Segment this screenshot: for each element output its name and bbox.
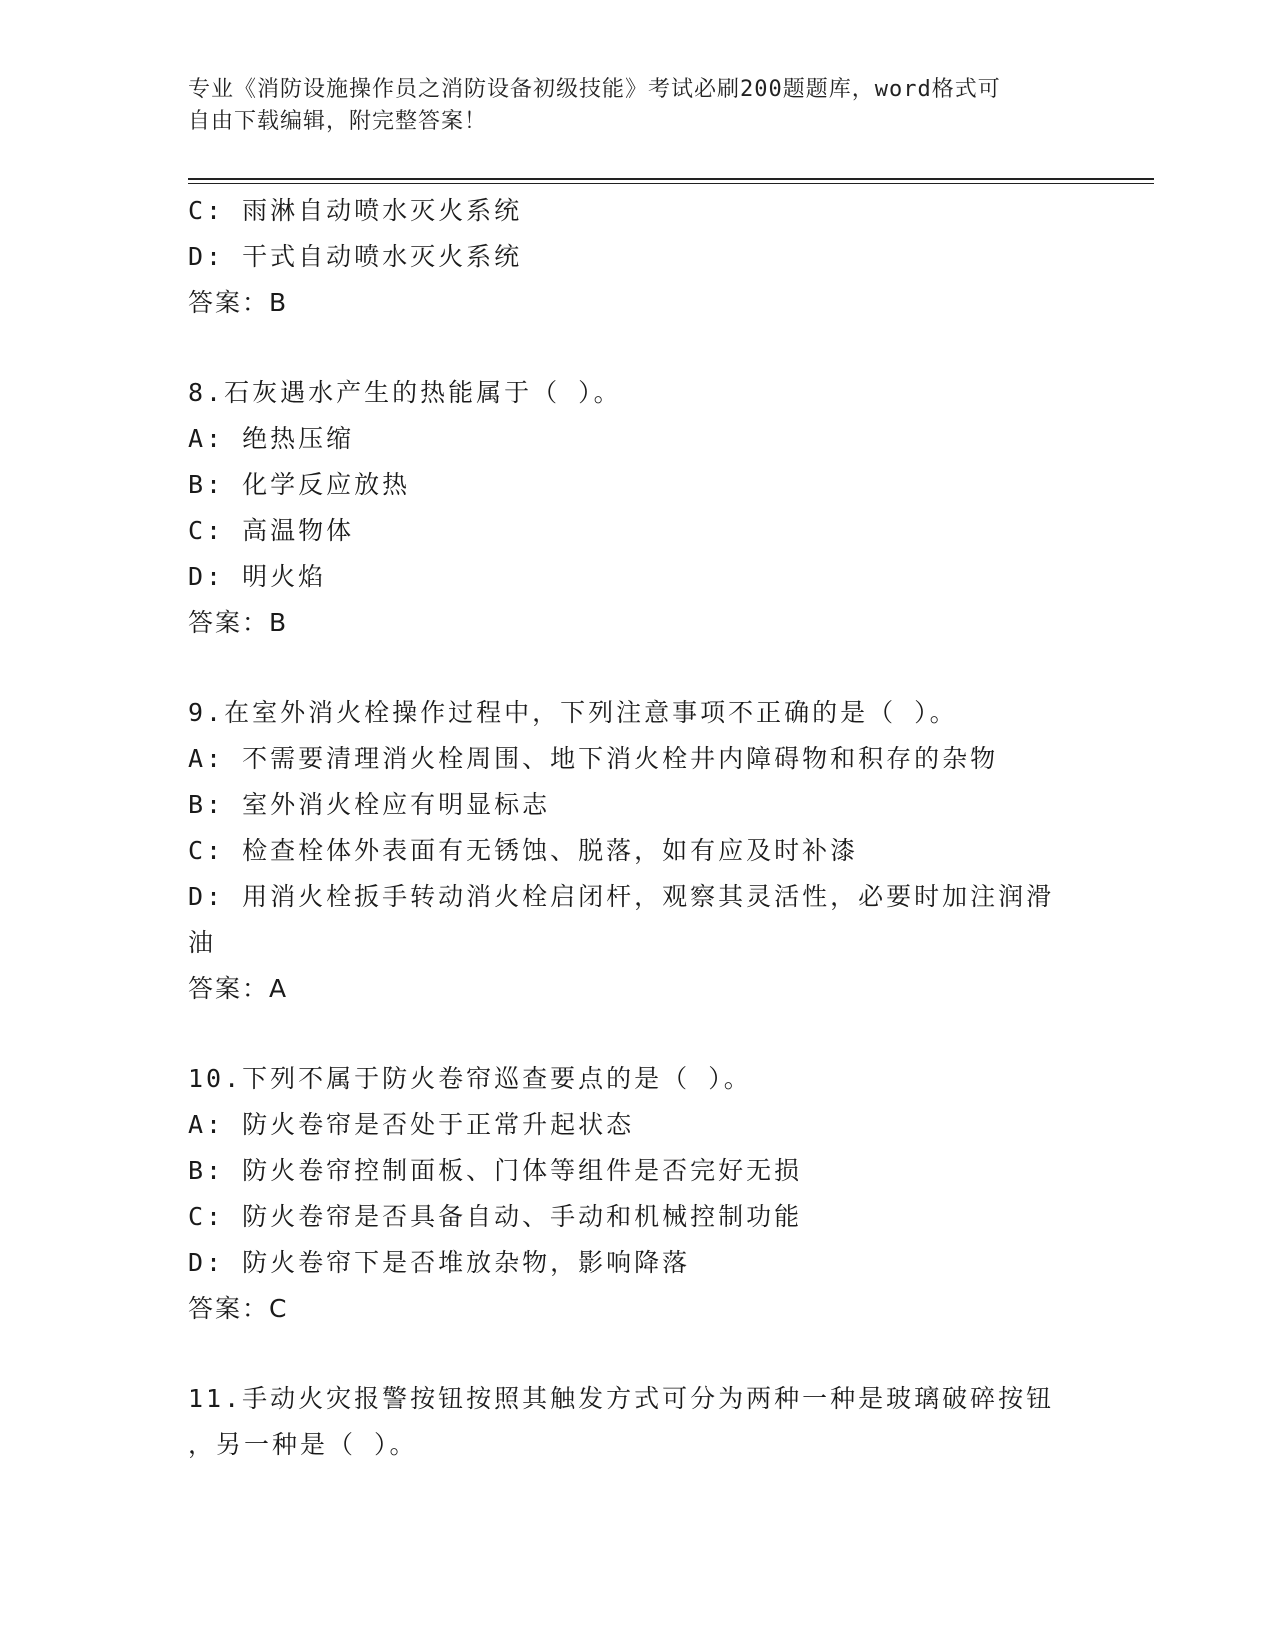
spacer [188,326,1088,370]
question-stem: 9.在室外消火栓操作过程中，下列注意事项不正确的是（ ）。 [188,698,958,727]
answer: 答案：B [188,608,289,637]
option-c: C: 防火卷帘是否具备自动、手动和机械控制功能 [188,1202,803,1231]
option-d: D: 用消火栓扳手转动消火栓启闭杆，观察其灵活性，必要时加注润滑 [188,882,1055,911]
option-d: D: 明火焰 [188,562,327,591]
document-header [188,74,1088,138]
question-10 [188,1056,1088,1332]
option-b: B: 化学反应放热 [188,470,411,499]
answer: 答案：A [188,974,289,1003]
option-a: A: 绝热压缩 [188,424,355,453]
question-stem: 10.下列不属于防火卷帘巡查要点的是（ ）。 [188,1064,752,1093]
question-11 [188,1376,1088,1468]
option-b: B: 防火卷帘控制面板、门体等组件是否完好无损 [188,1156,803,1185]
answer: 答案：C [188,1294,289,1323]
option-d: D: 干式自动喷水灭火系统 [188,242,523,271]
option-a: A: 防火卷帘是否处于正常升起状态 [188,1110,635,1139]
header-divider-thin [188,183,1154,184]
question-7-tail [188,188,1088,326]
answer: 答案：B [188,288,289,317]
question-stem: 11.手动火灾报警按钮按照其触发方式可分为两种一种是玻璃破碎按钮 [188,1384,1055,1413]
question-stem-continued: ，另一种是（ ）。 [188,1430,418,1459]
option-c: C: 检查栓体外表面有无锈蚀、脱落，如有应及时补漆 [188,836,859,865]
option-b: B: 室外消火栓应有明显标志 [188,790,551,819]
option-a: A: 不需要清理消火栓周围、地下消火栓井内障碍物和积存的杂物 [188,744,999,773]
header-line-2: 自由下载编辑，附完整答案！ [188,109,488,134]
spacer [188,1332,1088,1376]
question-8 [188,370,1088,646]
spacer [188,1012,1088,1056]
option-d: D: 防火卷帘下是否堆放杂物，影响降落 [188,1248,691,1277]
option-c: C: 雨淋自动喷水灭火系统 [188,196,523,225]
document-body [188,188,1088,1468]
question-9 [188,690,1088,1012]
header-divider-thick [188,178,1154,180]
option-d-continued: 油 [188,928,217,957]
header-line-1: 专业《消防设施操作员之消防设备初级技能》考试必刷200题题库，word格式可 [188,77,1001,102]
option-c: C: 高温物体 [188,516,355,545]
question-stem: 8.石灰遇水产生的热能属于（ ）。 [188,378,622,407]
spacer [188,646,1088,690]
